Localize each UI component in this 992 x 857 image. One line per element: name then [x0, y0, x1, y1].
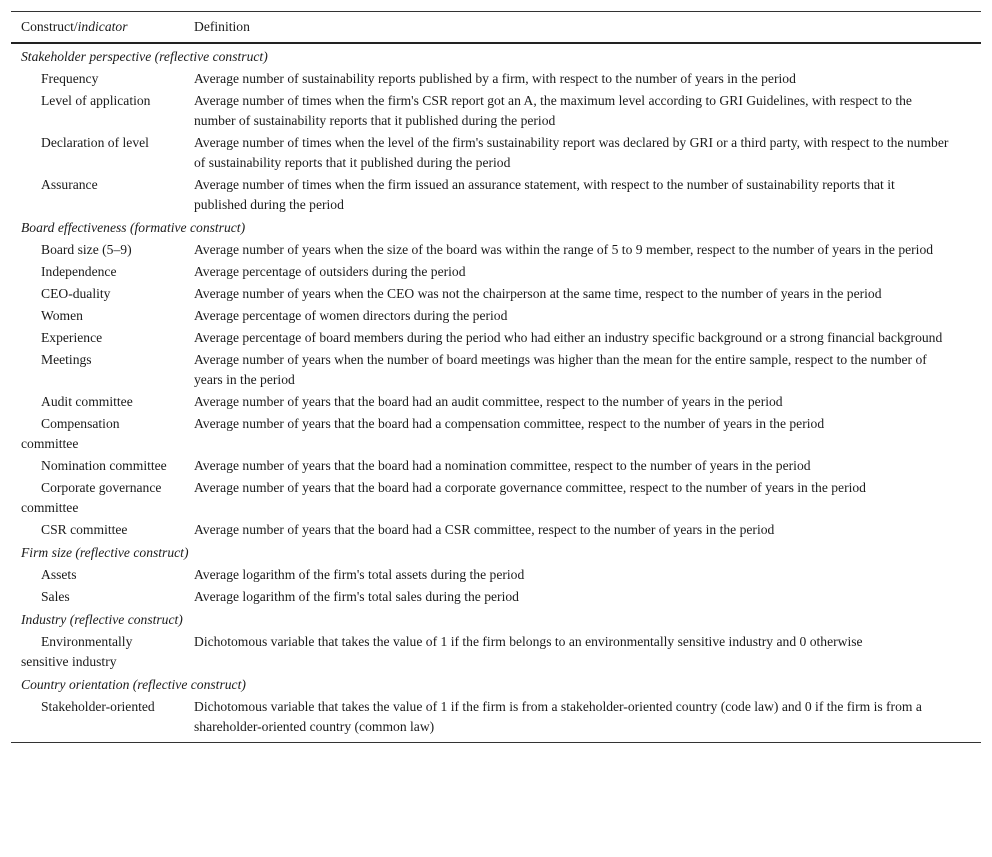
- definition-cell: Average number of years when the number of board meetings was higher than the mean for the entire sample, respect to the number of years in the period: [194, 352, 927, 387]
- group-title: Country orientation (reflective construct): [21, 677, 246, 692]
- table-row: [11, 631, 981, 673]
- definition-cell: Dichotomous variable that takes the value of 1 if the firm belongs to an environmentally sensitive industry and 0 otherwise: [194, 634, 863, 649]
- definition-cell: Average number of years that the board had a nomination committee, respect to the number of years in the period: [194, 458, 811, 473]
- table-row: [11, 455, 981, 477]
- indicator-cell: Stakeholder-oriented: [41, 699, 155, 714]
- group-title: Firm size (reflective construct): [21, 545, 189, 560]
- indicator-cell: Board size (5–9): [41, 242, 132, 257]
- definition-cell: Average number of years that the board had a corporate governance committee, respect to the number of years in the period: [194, 480, 866, 495]
- header-definition: Definition: [194, 19, 250, 34]
- group-row: [11, 673, 981, 696]
- header-construct-label: Construct/: [21, 19, 78, 34]
- group-title: Industry (reflective construct): [21, 612, 183, 627]
- indicator-cell: Assets: [41, 567, 77, 582]
- group-row: [11, 216, 981, 239]
- table-body: [11, 43, 981, 743]
- definition-cell: Average number of years when the size of the board was within the range of 5 to 9 member, respect to the number of years in the period: [194, 242, 934, 257]
- table-row: [11, 327, 981, 349]
- indicator-cell: Women: [41, 308, 83, 323]
- definition-cell: Average number of years that the board had an audit committee, respect to the number of years in the period: [194, 394, 783, 409]
- definition-cell: Average number of years that the board had a CSR committee, respect to the number of years in the period: [194, 522, 775, 537]
- definition-cell: Average number of times when the level of the firm's sustainability report was declared by GRI or a third party, with respect to the number of sustainability reports that it published during the period: [194, 135, 949, 170]
- indicator-cell: Corporate governance committee: [21, 480, 162, 515]
- indicator-cell: CSR committee: [41, 522, 128, 537]
- table-row: [11, 68, 981, 90]
- definition-cell: Average percentage of women directors during the period: [194, 308, 508, 323]
- definition-cell: Average number of years that the board had a compensation committee, respect to the number of years in the period: [194, 416, 825, 431]
- table-row: [11, 239, 981, 261]
- definition-cell: Average logarithm of the firm's total sales during the period: [194, 589, 519, 604]
- table-row: [11, 477, 981, 519]
- table-row: [11, 391, 981, 413]
- definition-cell: Average number of years when the CEO was not the chairperson at the same time, respect to the number of years in the period: [194, 286, 882, 301]
- indicator-cell: Level of application: [41, 93, 151, 108]
- table-row: [11, 283, 981, 305]
- group-title: Stakeholder perspective (reflective construct): [21, 49, 268, 64]
- indicator-cell: Meetings: [41, 352, 92, 367]
- indicator-cell: Audit committee: [41, 394, 133, 409]
- indicator-cell: Compensation committee: [21, 416, 120, 451]
- definition-cell: Average number of times when the firm issued an assurance statement, with respect to the number of sustainability reports that it published during the period: [194, 177, 895, 212]
- table-row: [11, 413, 981, 455]
- indicator-cell: Declaration of level: [41, 135, 149, 150]
- indicator-cell: Nomination committee: [41, 458, 167, 473]
- group-row: [11, 608, 981, 631]
- table-row: [11, 261, 981, 283]
- group-row: [11, 541, 981, 564]
- table-row: [11, 349, 981, 391]
- group-title: Board effectiveness (formative construct): [21, 220, 246, 235]
- table-row: [11, 90, 981, 132]
- table-row: [11, 174, 981, 216]
- indicator-cell: Environmentally sensitive industry: [21, 634, 133, 669]
- table-header: [11, 12, 981, 44]
- table-row: [11, 696, 981, 743]
- definition-cell: Dichotomous variable that takes the value of 1 if the firm is from a stakeholder-oriented country (code law) and 0 if the firm is from a shareholder-oriented country (common law): [194, 699, 922, 734]
- table-row: [11, 519, 981, 541]
- group-row: [11, 43, 981, 68]
- header-indicator-label: indicator: [77, 19, 128, 34]
- definition-cell: Average number of times when the firm's CSR report got an A, the maximum level according to GRI Guidelines, with respect to the number of sustainability reports that it published during the period: [194, 93, 912, 128]
- indicator-cell: Assurance: [41, 177, 98, 192]
- table-row: [11, 132, 981, 174]
- table-row: [11, 305, 981, 327]
- header-row: [11, 12, 981, 44]
- definition-cell: Average number of sustainability reports published by a firm, with respect to the number of years in the period: [194, 71, 796, 86]
- header-construct-indicator: [11, 12, 184, 44]
- indicator-cell: Frequency: [41, 71, 99, 86]
- table-row: [11, 586, 981, 608]
- definitions-table-container: [11, 11, 981, 743]
- construct-definitions-table: [11, 11, 981, 743]
- definition-cell: Average percentage of outsiders during the period: [194, 264, 466, 279]
- indicator-cell: Experience: [41, 330, 103, 345]
- indicator-cell: Independence: [41, 264, 117, 279]
- indicator-cell: Sales: [41, 589, 70, 604]
- indicator-cell: CEO-duality: [41, 286, 111, 301]
- table-row: [11, 564, 981, 586]
- definition-cell: Average percentage of board members during the period who had either an industry specific background or a strong financial background: [194, 330, 943, 345]
- definition-cell: Average logarithm of the firm's total assets during the period: [194, 567, 525, 582]
